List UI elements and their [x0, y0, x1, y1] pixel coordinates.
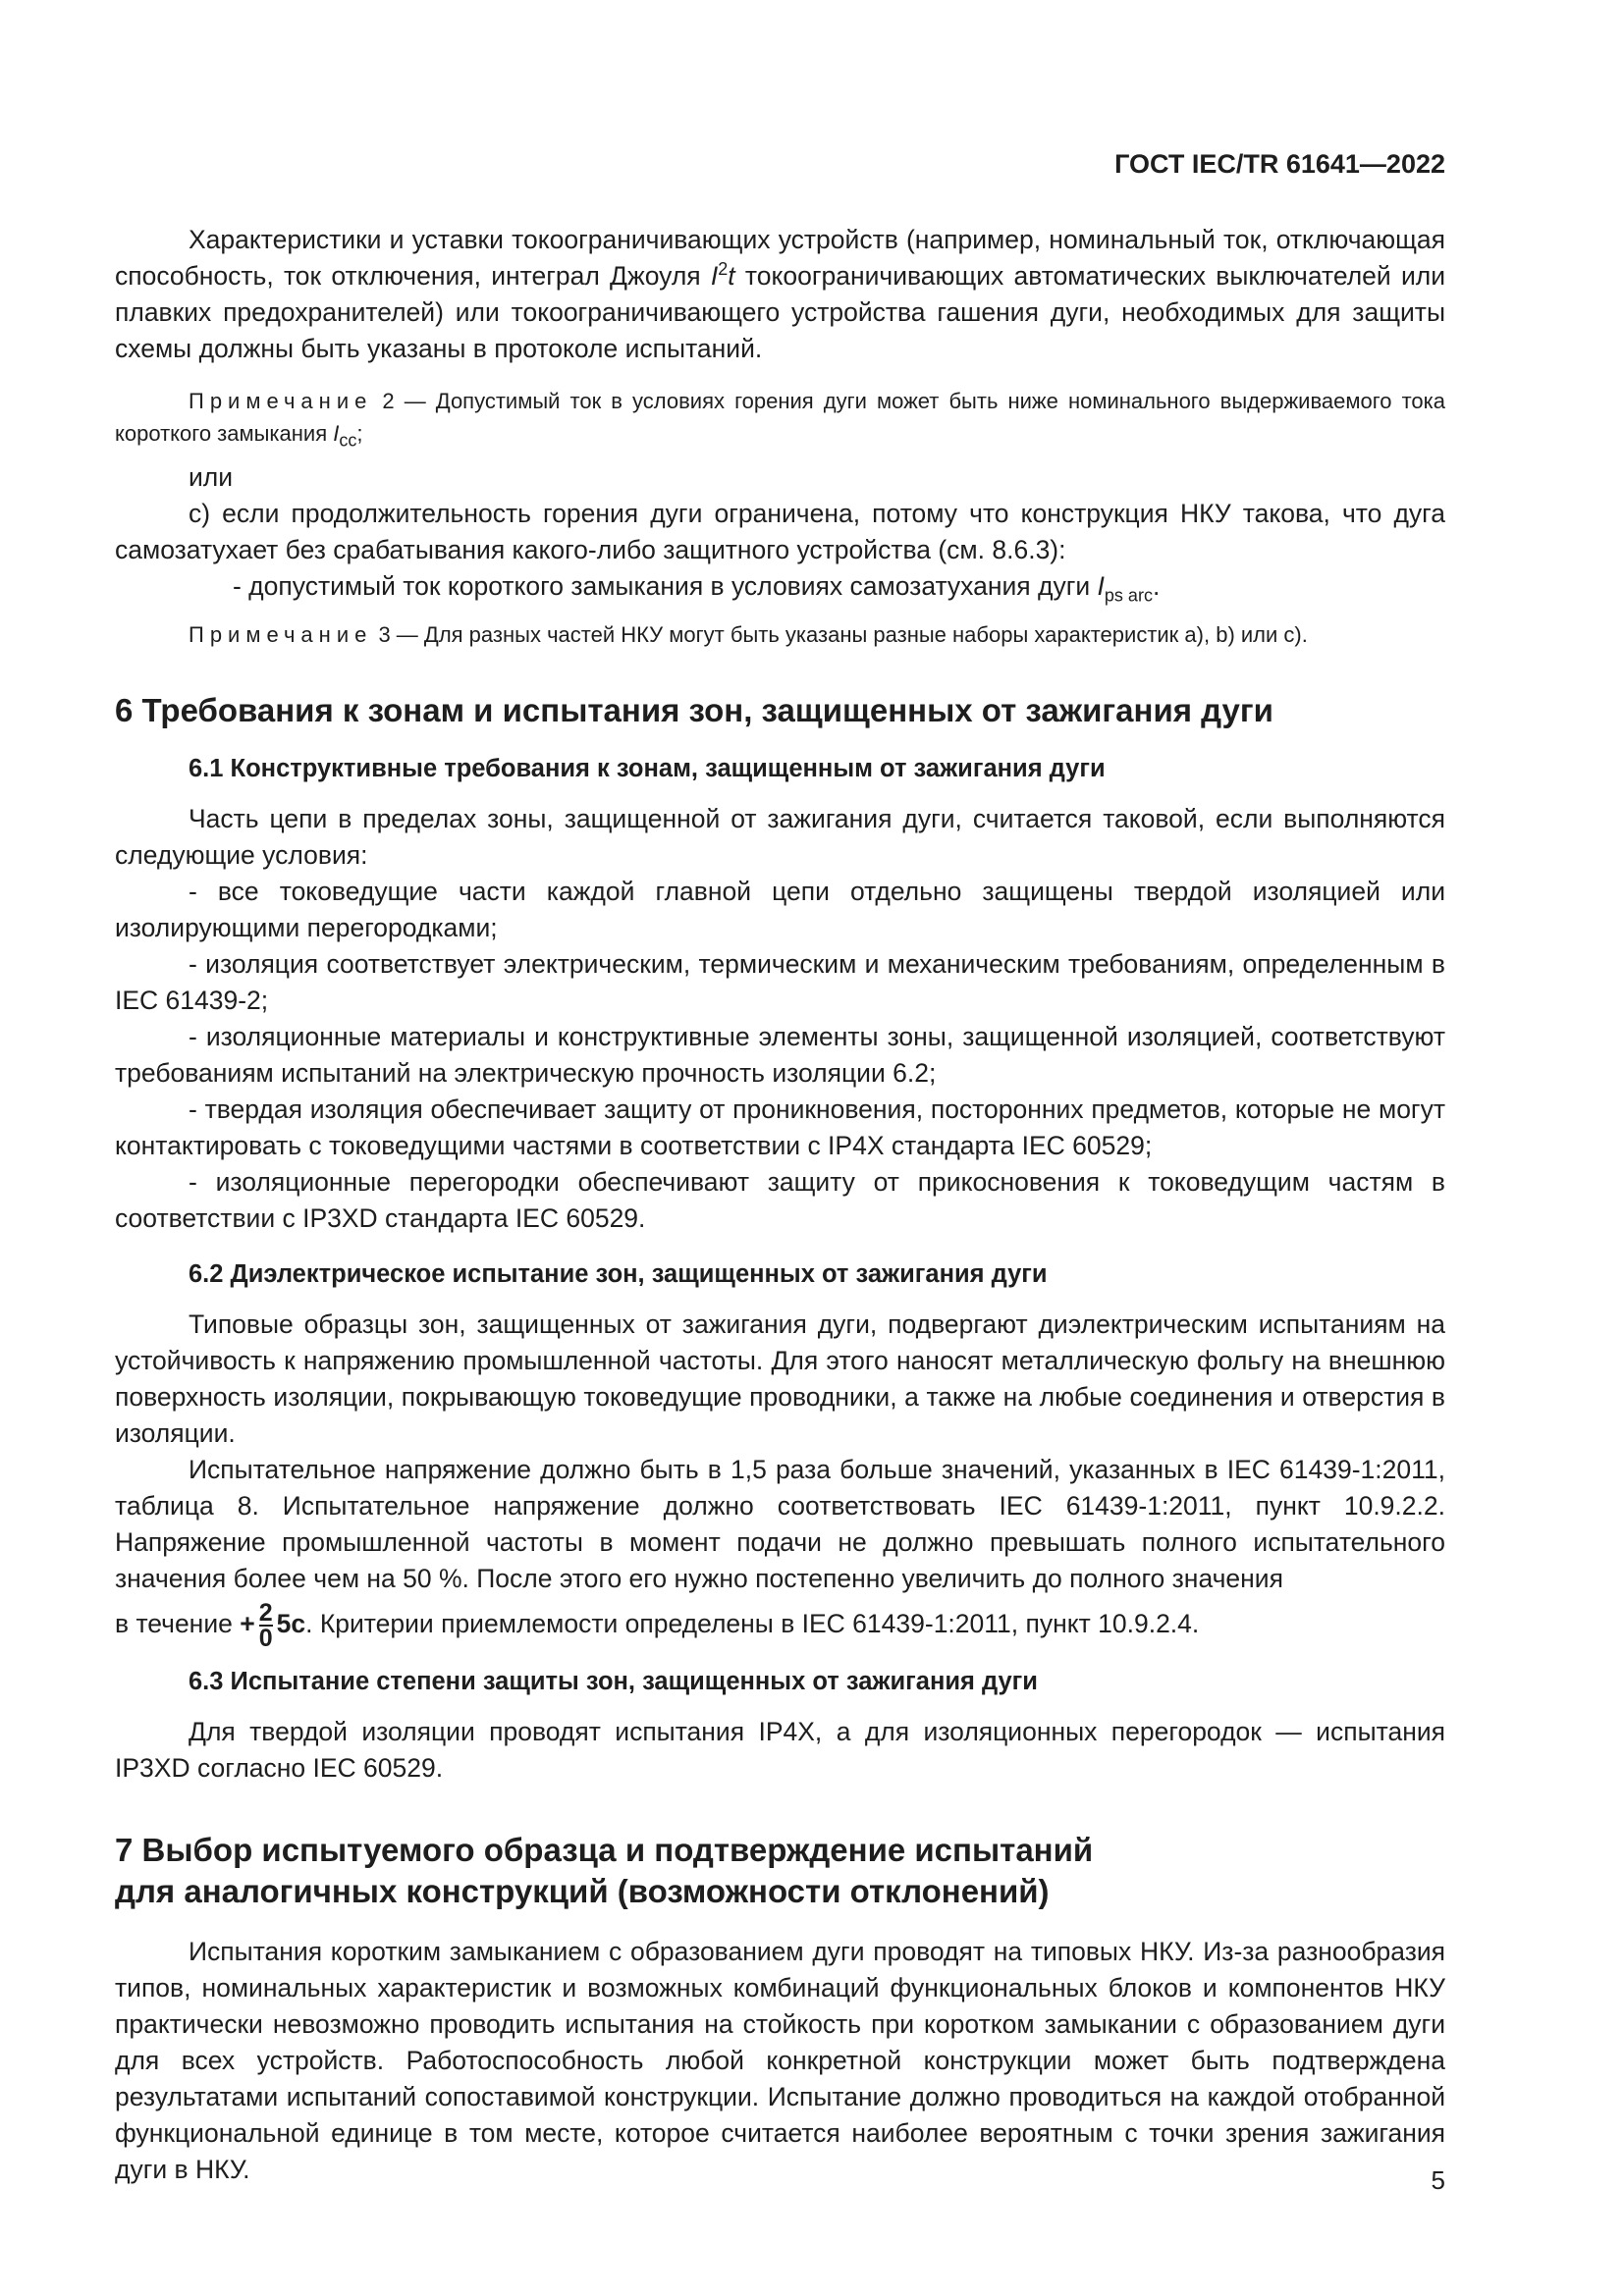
note-text: 3 — Для разных частей НКУ могут быть указаны разные наборы характеристик a), b) или c).: [372, 622, 1308, 647]
list-item: - твердая изоляция обеспечивает защиту от проникновения, посторонних предметов, которые не могут контактировать с токоведущими частями в соответствии с IP4X стандарта IEC 60529;: [115, 1095, 1445, 1160]
tolerance-fraction: [259, 1601, 273, 1650]
paragraph-current-limiting: [115, 222, 1445, 367]
section-6-2-paragraph-1: Типовые образцы зон, защищенных от зажигания дуги, подвергают диэлектрическим испытаниям на устойчивость к напряжению промышленной частоты. Для этого наносят металлическую фольгу на внешнюю поверхность изоляции, покрывающую токоведущие проводники, а также на любые соединения и отверстия в изоляции.: [115, 1309, 1445, 1448]
item-end: .: [1152, 571, 1161, 601]
section-6-2-title: 6.2 Диэлектрическое испытание зон, защищенных от зажигания дуги: [189, 1260, 1048, 1288]
paragraph-text: в течение: [115, 1609, 233, 1638]
section-6-2-paragraph-2: Испытательное напряжение должно быть в 1,5 раза больше значений, указанных в IEC 61439-1:2011, таблица 8. Испытательное напряжение должно соответствовать IEC 61439-1:2011, пункт 10.9.2.2. Напряжение промышленной частоты в момент подачи не должно превышать полного испытательного значения более чем на 50 %. После этого его нужно постепенно увеличить до полного значения: [115, 1455, 1445, 1593]
page-number: 5: [1431, 2165, 1445, 2195]
current-symbol: I: [1097, 571, 1105, 601]
joule-symbol: I: [710, 261, 719, 291]
joule-exponent: 2: [718, 259, 729, 280]
paragraph-text: . Критерии приемлемости определены в IEC 61439-1:2011, пункт 10.9.2.4.: [305, 1609, 1200, 1638]
page-body: [115, 222, 1445, 2188]
fraction-denominator: 0: [258, 1625, 273, 1652]
tolerance-unit: 5с: [276, 1609, 306, 1638]
note-text: 2 — Допустимый ток в условиях горения дуги может быть ниже номинального выдерживаемого тока короткого замыкания: [115, 389, 1445, 446]
list-item: - изоляционные перегородки обеспечивают защиту от прикосновения к токоведущим частям в соответствии с IP3XD стандарта IEC 60529.: [115, 1167, 1445, 1233]
paragraph-item-c: с) если продолжительность горения дуги ограничена, потому что конструкция НКУ такова, что дуга самозатухает без срабатывания какого-либо защитного устройства (см. 8.6.3):: [115, 499, 1445, 564]
joule-time-symbol: t: [728, 261, 735, 291]
list-item: - все токоведущие части каждой главной цепи отдельно защищены твердой изоляцией или изолирующими перегородками;: [115, 877, 1445, 942]
section-6-2-paragraph-3: [115, 1601, 1445, 1650]
fraction-numerator: 2: [258, 1599, 273, 1627]
item-text: - допустимый ток короткого замыкания в условиях самозатухания дуги: [233, 571, 1098, 601]
section-6-title: 6 Требования к зонам и испытания зон, защищенных от зажигания дуги: [115, 692, 1273, 728]
section-6-3-title: 6.3 Испытание степени защиты зон, защищенных от зажигания дуги: [189, 1668, 1038, 1695]
tolerance-sign: +: [240, 1609, 255, 1638]
item-ps-arc: [115, 568, 1445, 605]
list-item: - изоляция соответствует электрическим, термическим и механическим требованиям, определенным в IEC 61439-2;: [115, 949, 1445, 1015]
note-label: Примечание: [189, 622, 373, 647]
current-subscript: ps arc: [1104, 585, 1153, 606]
section-6-3-paragraph: Для твердой изоляции проводят испытания IP4X, а для изоляционных перегородок — испытания IP3XD согласно IEC 60529.: [115, 1717, 1445, 1783]
title-line: 7 Выбор испытуемого образца и подтверждение испытаний: [115, 1832, 1094, 1868]
current-symbol: I: [333, 421, 340, 446]
section-7-paragraph: Испытания коротким замыканием с образованием дуги проводят на типовых НКУ. Из-за разнообразия типов, номинальных характеристик и возможных комбинаций функциональных блоков и компонентов НКУ практически невозможно проводить испытания на стойкость при коротком замыкании с образованием дуги для всех устройств. Работоспособность любой конкретной конструкции может быть подтверждена результатами испытаний сопоставимой конструкции. Испытание должно проводиться на каждой отобранной функциональной единице в том месте, которое считается наиболее вероятным с точки зрения зажигания дуги в НКУ.: [115, 1937, 1445, 2184]
paragraph-text: токоограничивающих автоматических выключателей или плавких предохранителей) или токоограничивающего устройства гашения дуги, необходимых для защиты схемы должны быть указаны в протоколе испытаний.: [115, 261, 1446, 363]
section-6-1-intro: Часть цепи в пределах зоны, защищенной от зажигания дуги, считается таковой, если выполняются следующие условия:: [115, 804, 1445, 870]
note-label: Примечание: [189, 389, 373, 413]
section-7-title: [115, 1830, 1445, 1912]
document-header: ГОСТ IEC/TR 61641—2022: [1114, 149, 1445, 179]
paragraph-text: Характеристики и уставки токоограничивающих устройств (например, номинальный ток, отключающая способность, ток отключения, интеграл Джоуля: [115, 225, 1445, 291]
section-6-1-title: 6.1 Конструктивные требования к зонам, защищенным от зажигания дуги: [189, 755, 1106, 782]
or-word: или: [189, 462, 234, 492]
current-subscript: cc: [339, 430, 357, 451]
title-line: для аналогичных конструкций (возможности отклонений): [115, 1873, 1050, 1909]
list-item: - изоляционные материалы и конструктивные элементы зоны, защищенной изоляцией, соответствуют требованиям испытаний на электрическую прочность изоляции 6.2;: [115, 1022, 1445, 1088]
note-3: [115, 618, 1445, 651]
note-end: ;: [356, 421, 363, 446]
note-2: [115, 385, 1445, 450]
